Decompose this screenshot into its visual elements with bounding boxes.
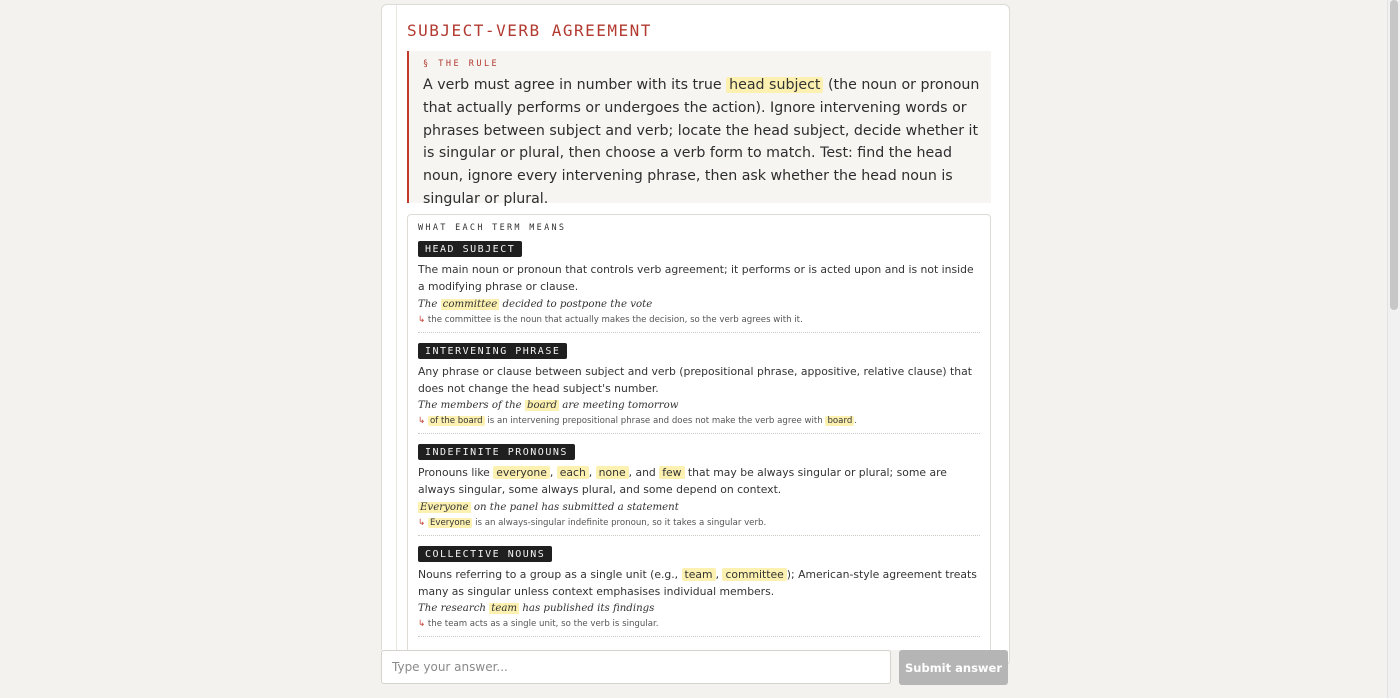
example-highlight: committee bbox=[442, 298, 498, 310]
example-text: are meeting tomorrow bbox=[559, 400, 679, 412]
rule-text bbox=[423, 74, 981, 211]
term-intervening-phrase bbox=[418, 339, 980, 435]
term-tag: INDEFINITE PRONOUNS bbox=[418, 444, 575, 460]
note-highlight: board bbox=[827, 416, 853, 427]
definition-highlight: team bbox=[682, 568, 716, 581]
page-scrollbar[interactable] bbox=[1387, 0, 1400, 698]
term-note bbox=[418, 516, 980, 530]
example-text: The research bbox=[418, 603, 490, 615]
rule-highlight-head-subject: head subject bbox=[726, 77, 823, 93]
rule-callout bbox=[407, 51, 991, 207]
submit-answer-button[interactable]: Submit answer bbox=[899, 650, 1008, 685]
term-definition: Any phrase or clause between subject and verb (prepositional phrase, appositive, relative clause) that does not change the head subject's number. bbox=[418, 364, 972, 395]
return-arrow-icon: ↳ bbox=[418, 619, 426, 630]
term-example bbox=[418, 297, 980, 312]
term-example bbox=[418, 601, 980, 616]
term-example bbox=[418, 398, 980, 413]
definition-text: , bbox=[588, 466, 596, 480]
example-text: The bbox=[418, 298, 441, 310]
definition-text: Nouns referring to a group as a single unit (e.g., bbox=[418, 567, 682, 581]
term-note bbox=[418, 414, 980, 428]
definition-highlight: few bbox=[659, 466, 684, 479]
definition-text: ); American-style agreement treats many as singular unless context emphasises individual members. bbox=[418, 567, 977, 599]
definition-text: Pronouns like bbox=[418, 466, 494, 480]
example-text: decided to postpone the vote bbox=[499, 298, 653, 310]
note-text: the committee is the noun that actually makes the decision, so the verb agrees with it. bbox=[425, 314, 803, 325]
term-definition bbox=[418, 566, 980, 601]
definition-highlight: everyone bbox=[493, 466, 550, 479]
definition-highlight: each bbox=[557, 466, 589, 479]
card-title: SUBJECT-VERB AGREEMENT bbox=[407, 21, 652, 40]
return-arrow-icon: ↳ bbox=[418, 517, 426, 528]
definition-text: that may be always singular or plural; some are always singular, some always plural, and some depend on context. bbox=[418, 466, 947, 497]
term-tag: INTERVENING PHRASE bbox=[418, 343, 567, 359]
rule-label: § THE RULE bbox=[423, 59, 500, 69]
term-definition: The main noun or pronoun that controls verb agreement; it performs or is acted upon and is not inside a modifying phrase or clause. bbox=[418, 263, 974, 294]
term-tag: COLLECTIVE NOUNS bbox=[418, 546, 552, 562]
note-highlight: of the board bbox=[429, 416, 483, 427]
question-card bbox=[381, 4, 1010, 666]
example-text: The members of the bbox=[418, 400, 525, 412]
note-text: is an always-singular indefinite pronoun, so it takes a singular verb. bbox=[472, 517, 767, 528]
return-arrow-icon: ↳ bbox=[418, 416, 426, 427]
definition-text: , bbox=[549, 466, 557, 480]
definition-highlight: committee bbox=[722, 568, 786, 581]
note-highlight: Everyone bbox=[429, 517, 471, 528]
rule-text-start: A verb must agree in number with its true bbox=[423, 77, 727, 93]
example-highlight: Everyone bbox=[420, 501, 469, 513]
term-tag: HEAD SUBJECT bbox=[418, 241, 522, 257]
definition-text: , bbox=[715, 567, 723, 581]
answer-bar bbox=[381, 650, 1008, 686]
term-collective-nouns bbox=[418, 542, 980, 638]
term-note bbox=[418, 313, 980, 327]
example-highlight: board bbox=[526, 400, 558, 412]
rule-text-end: (the noun or pronoun that actually performs or undergoes the action). Ignore intervening words or phrases between subject and verb; locate the head subject, decide whether it is singular or plural, then choose a verb form to match. Test: find the head noun, ignore every intervening phrase, then ask whether the head noun is singular or plural. bbox=[423, 77, 980, 207]
definition-text: , and bbox=[628, 466, 660, 480]
card-margin-line bbox=[396, 5, 397, 665]
example-text: has published its findings bbox=[519, 603, 655, 615]
terms-heading: WHAT EACH TERM MEANS bbox=[418, 223, 567, 233]
example-highlight: team bbox=[491, 603, 518, 615]
note-text: . bbox=[854, 416, 858, 427]
return-arrow-icon: ↳ bbox=[418, 314, 426, 325]
term-note bbox=[418, 617, 980, 631]
term-definition bbox=[418, 464, 980, 499]
term-example bbox=[418, 500, 980, 515]
example-text: on the panel has submitted a statement bbox=[470, 501, 679, 513]
note-text: the team acts as a single unit, so the verb is singular. bbox=[425, 619, 659, 630]
note-text: is an intervening prepositional phrase and does not make the verb agree with bbox=[484, 416, 826, 427]
definition-highlight: none bbox=[596, 466, 629, 479]
term-indefinite-pronouns bbox=[418, 440, 980, 536]
answer-input[interactable] bbox=[381, 650, 891, 684]
term-head-subject bbox=[418, 237, 980, 333]
scrollbar-thumb[interactable] bbox=[1390, 0, 1398, 310]
terms-glossary[interactable] bbox=[407, 214, 991, 666]
